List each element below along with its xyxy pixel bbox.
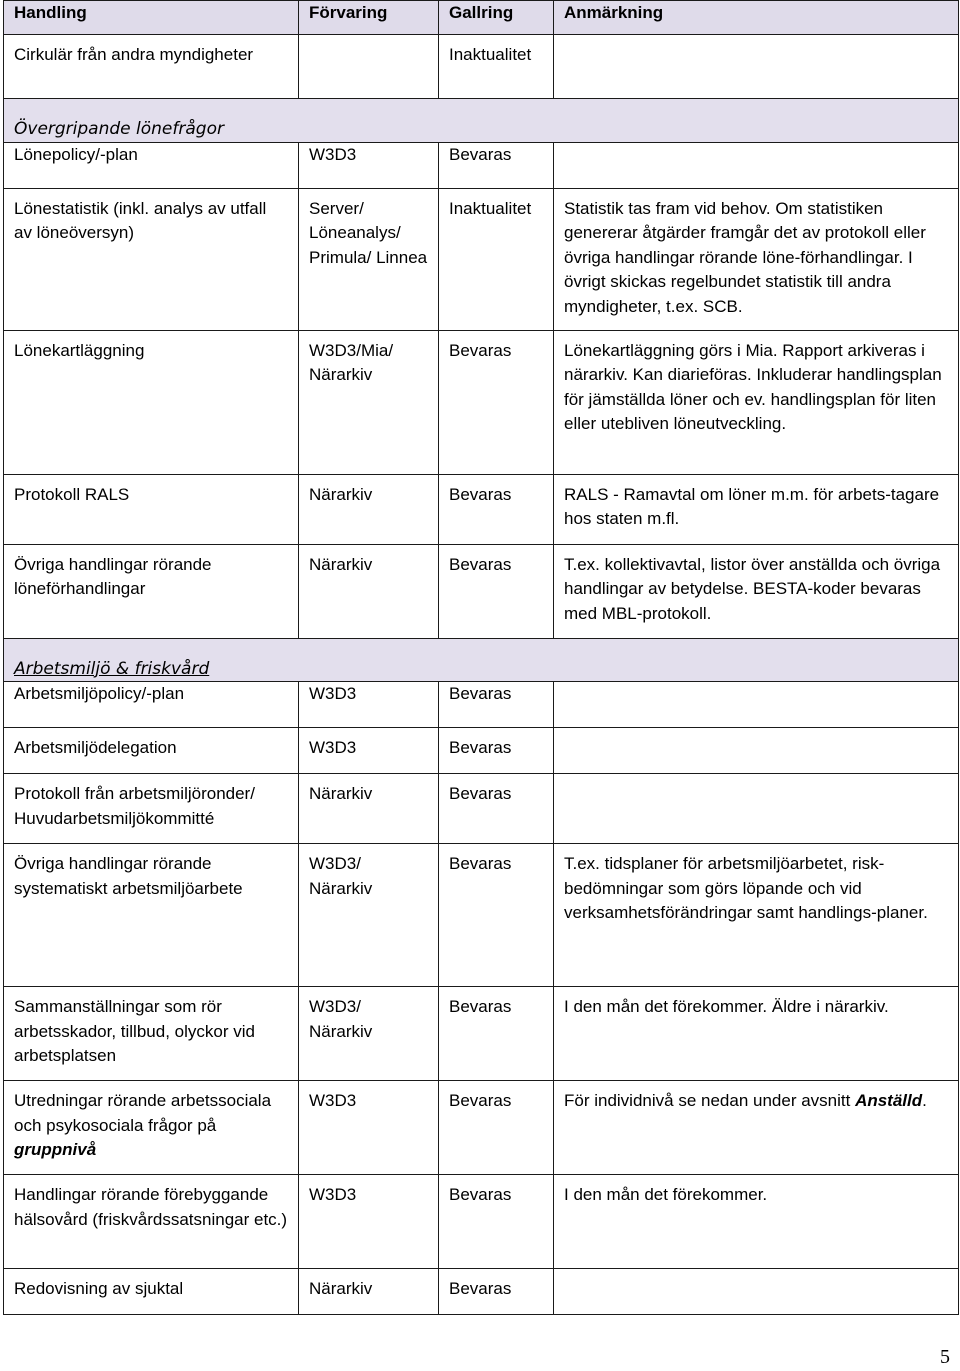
table-row (4, 188, 959, 330)
cell-forvaring: W3D3/ Närarkiv (299, 987, 439, 1081)
handling-emphasis: gruppnivå (14, 1140, 97, 1159)
table-row (4, 1081, 959, 1175)
cell-anmarkning: I den mån det förekommer. (554, 1175, 959, 1269)
cell-gallring: Inaktualitet (439, 188, 554, 330)
section-title: Övergripande lönefrågor (4, 99, 959, 142)
retention-table (3, 0, 959, 1315)
cell-handling (4, 1081, 299, 1175)
cell-handling: Arbetsmiljödelegation (4, 728, 299, 774)
page-number: 5 (940, 1346, 950, 1368)
cell-anmarkning: T.ex. tidsplaner för arbetsmiljöarbetet, risk-bedömningar som görs löpande och vid verksamhetsförändringar samt handlings-planer. (554, 844, 959, 987)
cell-anmarkning: RALS - Ramavtal om löner m.m. för arbets-tagare hos staten m.fl. (554, 474, 959, 544)
cell-handling: Redovisning av sjuktal (4, 1269, 299, 1315)
section-header (4, 99, 959, 142)
cell-anmarkning (554, 1269, 959, 1315)
cell-forvaring: W3D3 (299, 1081, 439, 1175)
table-row (4, 1269, 959, 1315)
cell-anmarkning (554, 35, 959, 99)
cell-forvaring: W3D3 (299, 1175, 439, 1269)
cell-anmarkning: T.ex. kollektivavtal, listor över anställda och övriga handlingar av betydelse. BESTA-koder bevaras med MBL-protokoll. (554, 544, 959, 638)
cell-handling: Övriga handlingar rörande löneförhandlingar (4, 544, 299, 638)
cell-forvaring: Server/ Löneanalys/ Primula/ Linnea (299, 188, 439, 330)
table-row (4, 728, 959, 774)
cell-gallring: Bevaras (439, 544, 554, 638)
cell-handling: Lönepolicy/-plan (4, 142, 299, 188)
cell-gallring: Inaktualitet (439, 35, 554, 99)
header-forvaring: Förvaring (299, 1, 439, 35)
table-row (4, 35, 959, 99)
cell-gallring: Bevaras (439, 728, 554, 774)
header-anmarkning: Anmärkning (554, 1, 959, 35)
cell-anmarkning (554, 774, 959, 844)
table-row (4, 544, 959, 638)
cell-gallring: Bevaras (439, 774, 554, 844)
cell-anmarkning (554, 142, 959, 188)
cell-anmarkning: Lönekartläggning görs i Mia. Rapport arkiveras i närarkiv. Kan diarieföras. Inkluderar handlingsplan för jämställda löner och ev. handlingsplan för liten eller utebliven löneutveckling. (554, 330, 959, 474)
table-row (4, 987, 959, 1081)
header-row (4, 1, 959, 35)
cell-handling: Cirkulär från andra myndigheter (4, 35, 299, 99)
cell-anmarkning: I den mån det förekommer. Äldre i närarkiv. (554, 987, 959, 1081)
retention-schedule-page (3, 0, 958, 1315)
header-gallring: Gallring (439, 1, 554, 35)
cell-forvaring: W3D3 (299, 682, 439, 728)
header-handling: Handling (4, 1, 299, 35)
cell-handling: Protokoll från arbetsmiljöronder/ Huvudarbetsmiljökommitté (4, 774, 299, 844)
cell-anmarkning (554, 1081, 959, 1175)
table-row (4, 774, 959, 844)
handling-text: Utredningar rörande arbetssociala och psykosociala frågor på (14, 1091, 272, 1135)
section-header (4, 638, 959, 682)
cell-handling: Sammanställningar som rör arbetsskador, tillbud, olyckor vid arbetsplatsen (4, 987, 299, 1081)
cell-handling: Lönekartläggning (4, 330, 299, 474)
table-row (4, 844, 959, 987)
anmarkning-text: För individnivå se nedan under avsnitt (564, 1091, 856, 1110)
section-title: Arbetsmiljö & friskvård (4, 638, 959, 682)
cell-gallring: Bevaras (439, 142, 554, 188)
cell-forvaring: W3D3/ Närarkiv (299, 844, 439, 987)
cell-forvaring: W3D3 (299, 142, 439, 188)
cell-anmarkning: Statistik tas fram vid behov. Om statistiken genererar åtgärder framgår det av protokoll eller övriga handlingar rörande löne-förhandlingar. I övrigt skickas regelbundet statistik till andra myndigheter, t.ex. SCB. (554, 188, 959, 330)
cell-gallring: Bevaras (439, 474, 554, 544)
cell-forvaring: W3D3/Mia/ Närarkiv (299, 330, 439, 474)
table-row (4, 142, 959, 188)
table-row (4, 330, 959, 474)
cell-handling: Arbetsmiljöpolicy/-plan (4, 682, 299, 728)
cell-forvaring: Närarkiv (299, 474, 439, 544)
cell-gallring: Bevaras (439, 987, 554, 1081)
cell-anmarkning (554, 682, 959, 728)
cell-handling: Lönestatistik (inkl. analys av utfall av löneöversyn) (4, 188, 299, 330)
cell-forvaring: W3D3 (299, 728, 439, 774)
cell-handling: Övriga handlingar rörande systematiskt arbetsmiljöarbete (4, 844, 299, 987)
cell-gallring: Bevaras (439, 682, 554, 728)
cell-gallring: Bevaras (439, 1269, 554, 1315)
cell-forvaring: Närarkiv (299, 544, 439, 638)
cell-gallring: Bevaras (439, 844, 554, 987)
cell-gallring: Bevaras (439, 330, 554, 474)
table-row (4, 682, 959, 728)
cell-forvaring: Närarkiv (299, 774, 439, 844)
cell-forvaring (299, 35, 439, 99)
cell-handling: Handlingar rörande förebyggande hälsovård (friskvårdssatsningar etc.) (4, 1175, 299, 1269)
anmarkning-emphasis: Anställd (855, 1091, 923, 1110)
cell-gallring: Bevaras (439, 1175, 554, 1269)
cell-forvaring: Närarkiv (299, 1269, 439, 1315)
cell-handling: Protokoll RALS (4, 474, 299, 544)
table-row (4, 1175, 959, 1269)
cell-gallring: Bevaras (439, 1081, 554, 1175)
anmarkning-suffix: . (922, 1091, 927, 1110)
table-row (4, 474, 959, 544)
cell-anmarkning (554, 728, 959, 774)
